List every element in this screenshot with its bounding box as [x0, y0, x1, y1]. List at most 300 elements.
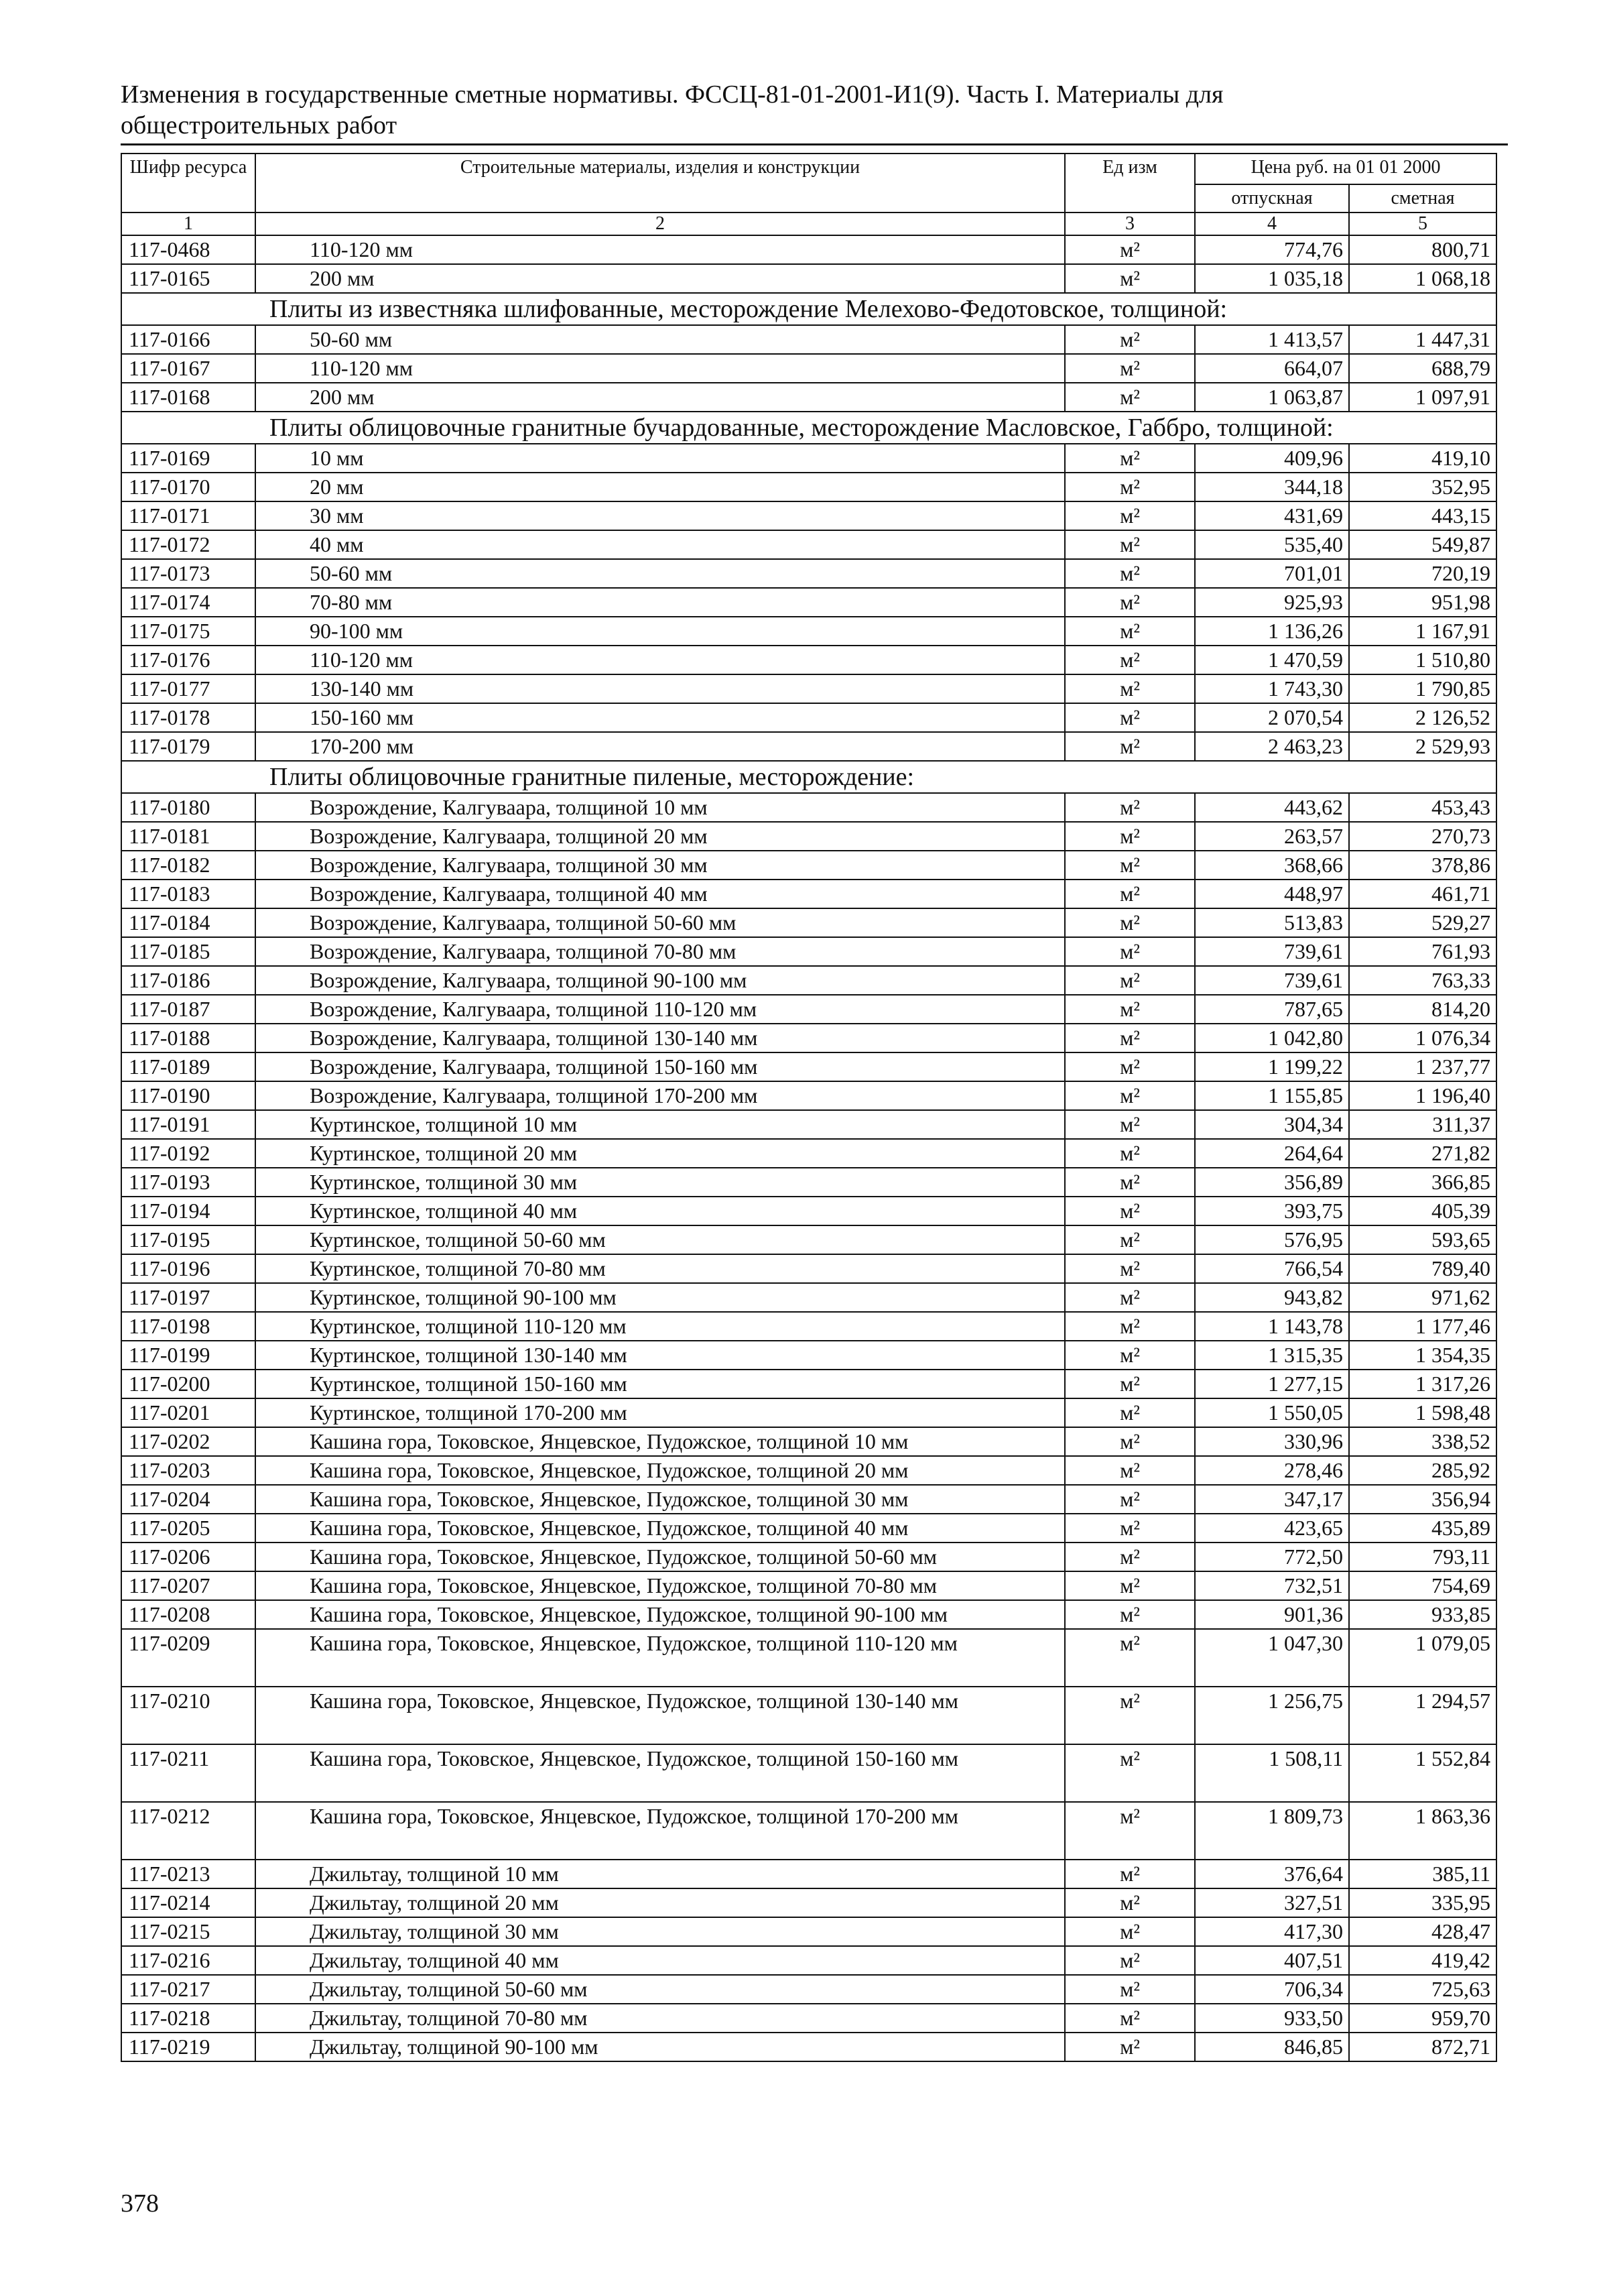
release-price: 846,85 — [1195, 2033, 1349, 2061]
release-price: 787,65 — [1195, 995, 1349, 1024]
estimate-price: 405,39 — [1349, 1197, 1496, 1225]
release-price: 1 136,26 — [1195, 617, 1349, 646]
header-name: Строительные материалы, изделия и конструкции — [255, 154, 1065, 213]
material-name: 130-140 мм — [255, 674, 1065, 703]
release-price: 774,76 — [1195, 235, 1349, 264]
unit-cell: м² — [1065, 1485, 1195, 1514]
material-name: 10 мм — [255, 444, 1065, 473]
material-name: Возрождение, Калгуваара, толщиной 150-160 мм — [255, 1052, 1065, 1081]
release-price: 664,07 — [1195, 354, 1349, 383]
estimate-price: 378,86 — [1349, 851, 1496, 880]
material-name: Куртинское, толщиной 110-120 мм — [255, 1312, 1065, 1341]
material-name: 30 мм — [255, 501, 1065, 530]
unit-cell: м² — [1065, 617, 1195, 646]
estimate-price: 761,93 — [1349, 937, 1496, 966]
resource-code: 117-0185 — [121, 937, 255, 966]
resource-code: 117-0209 — [121, 1629, 255, 1687]
resource-code: 117-0468 — [121, 235, 255, 264]
material-name: 40 мм — [255, 530, 1065, 559]
table-row — [121, 1312, 1496, 1341]
material-name: Кашина гора, Токовское, Янцевское, Пудожское, толщиной 40 мм — [255, 1514, 1065, 1543]
estimate-price: 366,85 — [1349, 1168, 1496, 1197]
column-number: 4 — [1195, 213, 1349, 235]
resource-code: 117-0213 — [121, 1860, 255, 1888]
material-name: Кашина гора, Токовское, Янцевское, Пудожское, толщиной 170-200 мм — [255, 1802, 1065, 1860]
release-price: 2 070,54 — [1195, 703, 1349, 732]
unit-cell: м² — [1065, 1283, 1195, 1312]
resource-code: 117-0219 — [121, 2033, 255, 2061]
table-row — [121, 703, 1496, 732]
release-price: 304,34 — [1195, 1110, 1349, 1139]
table-row — [121, 1283, 1496, 1312]
resource-code: 117-0197 — [121, 1283, 255, 1312]
unit-cell: м² — [1065, 559, 1195, 588]
estimate-price: 1 790,85 — [1349, 674, 1496, 703]
column-number: 3 — [1065, 213, 1195, 235]
table-row — [121, 880, 1496, 908]
table-row — [121, 1485, 1496, 1514]
table-row — [121, 1110, 1496, 1139]
resource-code: 117-0176 — [121, 646, 255, 674]
estimate-price: 335,95 — [1349, 1888, 1496, 1917]
material-name: Кашина гора, Токовское, Янцевское, Пудожское, толщиной 150-160 мм — [255, 1744, 1065, 1802]
material-name: Возрождение, Калгуваара, толщиной 20 мм — [255, 822, 1065, 851]
resource-code: 117-0204 — [121, 1485, 255, 1514]
resource-code: 117-0165 — [121, 264, 255, 293]
release-price: 1 508,11 — [1195, 1744, 1349, 1802]
resource-code: 117-0183 — [121, 880, 255, 908]
estimate-price: 1 447,31 — [1349, 325, 1496, 354]
release-price: 356,89 — [1195, 1168, 1349, 1197]
estimate-price: 688,79 — [1349, 354, 1496, 383]
material-name: Кашина гора, Токовское, Янцевское, Пудожское, толщиной 70-80 мм — [255, 1571, 1065, 1600]
table-row — [121, 588, 1496, 617]
resource-code: 117-0196 — [121, 1254, 255, 1283]
release-price: 264,64 — [1195, 1139, 1349, 1168]
table-row — [121, 2004, 1496, 2033]
material-name: Джильтау, толщиной 20 мм — [255, 1888, 1065, 1917]
resource-code: 117-0195 — [121, 1225, 255, 1254]
unit-cell: м² — [1065, 880, 1195, 908]
estimate-price: 453,43 — [1349, 793, 1496, 822]
material-name: Джильтау, толщиной 40 мм — [255, 1946, 1065, 1975]
material-name: Возрождение, Калгуваара, толщиной 130-140 мм — [255, 1024, 1065, 1052]
unit-cell: м² — [1065, 674, 1195, 703]
unit-cell: м² — [1065, 473, 1195, 501]
resource-code: 117-0191 — [121, 1110, 255, 1139]
table-row — [121, 1341, 1496, 1370]
resource-code: 117-0200 — [121, 1370, 255, 1398]
estimate-price: 1 552,84 — [1349, 1744, 1496, 1802]
material-name: 200 мм — [255, 383, 1065, 412]
release-price: 1 809,73 — [1195, 1802, 1349, 1860]
unit-cell: м² — [1065, 1398, 1195, 1427]
unit-cell: м² — [1065, 1254, 1195, 1283]
release-price: 409,96 — [1195, 444, 1349, 473]
release-price: 739,61 — [1195, 966, 1349, 995]
material-name: Куртинское, толщиной 170-200 мм — [255, 1398, 1065, 1427]
unit-cell: м² — [1065, 1571, 1195, 1600]
unit-cell: м² — [1065, 1225, 1195, 1254]
release-price: 1 413,57 — [1195, 325, 1349, 354]
material-name: Возрождение, Калгуваара, толщиной 10 мм — [255, 793, 1065, 822]
estimate-price: 461,71 — [1349, 880, 1496, 908]
release-price: 448,97 — [1195, 880, 1349, 908]
material-name: Куртинское, толщиной 20 мм — [255, 1139, 1065, 1168]
material-name: 170-200 мм — [255, 732, 1065, 761]
unit-cell: м² — [1065, 1052, 1195, 1081]
estimate-price: 789,40 — [1349, 1254, 1496, 1283]
unit-cell: м² — [1065, 793, 1195, 822]
release-price: 1 042,80 — [1195, 1024, 1349, 1052]
release-price: 417,30 — [1195, 1917, 1349, 1946]
estimate-price: 443,15 — [1349, 501, 1496, 530]
unit-cell: м² — [1065, 235, 1195, 264]
table-row — [121, 1514, 1496, 1543]
table-row — [121, 1081, 1496, 1110]
material-name: 70-80 мм — [255, 588, 1065, 617]
estimate-price: 1 079,05 — [1349, 1629, 1496, 1687]
estimate-price: 793,11 — [1349, 1543, 1496, 1571]
unit-cell: м² — [1065, 1370, 1195, 1398]
material-name: Кашина гора, Токовское, Янцевское, Пудожское, толщиной 130-140 мм — [255, 1687, 1065, 1744]
table-row — [121, 1543, 1496, 1571]
unit-cell: м² — [1065, 908, 1195, 937]
table-row — [121, 1225, 1496, 1254]
table-row — [121, 264, 1496, 293]
resource-code: 117-0186 — [121, 966, 255, 995]
estimate-price: 428,47 — [1349, 1917, 1496, 1946]
unit-cell: м² — [1065, 1427, 1195, 1456]
column-number: 1 — [121, 213, 255, 235]
unit-cell: м² — [1065, 937, 1195, 966]
table-row — [121, 1860, 1496, 1888]
release-price: 2 463,23 — [1195, 732, 1349, 761]
material-name: Джильтау, толщиной 50-60 мм — [255, 1975, 1065, 2004]
release-price: 576,95 — [1195, 1225, 1349, 1254]
resource-code: 117-0168 — [121, 383, 255, 412]
resource-code: 117-0167 — [121, 354, 255, 383]
unit-cell: м² — [1065, 732, 1195, 761]
release-price: 1 199,22 — [1195, 1052, 1349, 1081]
material-name: Возрождение, Калгуваара, толщиной 30 мм — [255, 851, 1065, 880]
resource-code: 117-0189 — [121, 1052, 255, 1081]
release-price: 513,83 — [1195, 908, 1349, 937]
release-price: 1 143,78 — [1195, 1312, 1349, 1341]
release-price: 431,69 — [1195, 501, 1349, 530]
unit-cell: м² — [1065, 1110, 1195, 1139]
estimate-price: 763,33 — [1349, 966, 1496, 995]
table-row — [121, 966, 1496, 995]
estimate-price: 1 177,46 — [1349, 1312, 1496, 1341]
material-name: 50-60 мм — [255, 559, 1065, 588]
material-name: Джильтау, толщиной 90-100 мм — [255, 2033, 1065, 2061]
table-row — [121, 325, 1496, 354]
unit-cell: м² — [1065, 1081, 1195, 1110]
material-name: Возрождение, Калгуваара, толщиной 50-60 мм — [255, 908, 1065, 937]
material-name: Кашина гора, Токовское, Янцевское, Пудожское, толщиной 30 мм — [255, 1485, 1065, 1514]
release-price: 701,01 — [1195, 559, 1349, 588]
material-name: Куртинское, толщиной 70-80 мм — [255, 1254, 1065, 1283]
estimate-price: 338,52 — [1349, 1427, 1496, 1456]
release-price: 344,18 — [1195, 473, 1349, 501]
resource-code: 117-0207 — [121, 1571, 255, 1600]
unit-cell: м² — [1065, 1946, 1195, 1975]
release-price: 772,50 — [1195, 1543, 1349, 1571]
unit-cell: м² — [1065, 1975, 1195, 2004]
material-name: Джильтау, толщиной 30 мм — [255, 1917, 1065, 1946]
release-price: 535,40 — [1195, 530, 1349, 559]
resource-code: 117-0208 — [121, 1600, 255, 1629]
estimate-price: 725,63 — [1349, 1975, 1496, 2004]
release-price: 1 035,18 — [1195, 264, 1349, 293]
unit-cell: м² — [1065, 1024, 1195, 1052]
release-price: 1 047,30 — [1195, 1629, 1349, 1687]
header-price: Цена руб. на 01 01 2000 — [1195, 154, 1496, 184]
resource-code: 117-0217 — [121, 1975, 255, 2004]
resource-code: 117-0203 — [121, 1456, 255, 1485]
release-price: 925,93 — [1195, 588, 1349, 617]
table-row — [121, 1802, 1496, 1860]
table-row — [121, 1917, 1496, 1946]
estimate-price: 593,65 — [1349, 1225, 1496, 1254]
table-row — [121, 1687, 1496, 1744]
release-price: 706,34 — [1195, 1975, 1349, 2004]
release-price: 443,62 — [1195, 793, 1349, 822]
estimate-price: 754,69 — [1349, 1571, 1496, 1600]
estimate-price: 1 167,91 — [1349, 617, 1496, 646]
estimate-price: 1 097,91 — [1349, 383, 1496, 412]
release-price: 1 277,15 — [1195, 1370, 1349, 1398]
release-price: 766,54 — [1195, 1254, 1349, 1283]
release-price: 933,50 — [1195, 2004, 1349, 2033]
estimate-price: 311,37 — [1349, 1110, 1496, 1139]
unit-cell: м² — [1065, 966, 1195, 995]
estimate-price: 814,20 — [1349, 995, 1496, 1024]
header-estimate-price: сметная — [1349, 184, 1496, 213]
resource-code: 117-0210 — [121, 1687, 255, 1744]
header-code: Шифр ресурса — [121, 154, 255, 213]
material-name: Кашина гора, Токовское, Янцевское, Пудожское, толщиной 90-100 мм — [255, 1600, 1065, 1629]
table-row — [121, 851, 1496, 880]
resource-code: 117-0206 — [121, 1543, 255, 1571]
unit-cell: м² — [1065, 1744, 1195, 1802]
estimate-price: 419,42 — [1349, 1946, 1496, 1975]
unit-cell: м² — [1065, 501, 1195, 530]
table-row — [121, 937, 1496, 966]
estimate-price: 951,98 — [1349, 588, 1496, 617]
resource-code: 117-0166 — [121, 325, 255, 354]
unit-cell: м² — [1065, 703, 1195, 732]
material-name: Возрождение, Калгуваара, толщиной 170-200 мм — [255, 1081, 1065, 1110]
title-divider — [121, 143, 1508, 145]
material-name: Возрождение, Калгуваара, толщиной 40 мм — [255, 880, 1065, 908]
estimate-price: 385,11 — [1349, 1860, 1496, 1888]
table-row — [121, 444, 1496, 473]
release-price: 1 315,35 — [1195, 1341, 1349, 1370]
estimate-price: 971,62 — [1349, 1283, 1496, 1312]
unit-cell: м² — [1065, 851, 1195, 880]
table-row — [121, 1744, 1496, 1802]
unit-cell: м² — [1065, 1888, 1195, 1917]
estimate-price: 1 076,34 — [1349, 1024, 1496, 1052]
material-name: 200 мм — [255, 264, 1065, 293]
material-name: Возрождение, Калгуваара, толщиной 110-120 мм — [255, 995, 1065, 1024]
resource-code: 117-0169 — [121, 444, 255, 473]
estimate-price: 872,71 — [1349, 2033, 1496, 2061]
table-row — [121, 1139, 1496, 1168]
material-name: Кашина гора, Токовское, Янцевское, Пудожское, толщиной 20 мм — [255, 1456, 1065, 1485]
release-price: 901,36 — [1195, 1600, 1349, 1629]
group-heading: Плиты облицовочные гранитные пиленые, месторождение: — [121, 761, 1496, 793]
table-row — [121, 1370, 1496, 1398]
table-row — [121, 1456, 1496, 1485]
release-price: 732,51 — [1195, 1571, 1349, 1600]
group-heading: Плиты облицовочные гранитные бучардованные, месторождение Масловское, Габбро, толщиной: — [121, 412, 1496, 444]
resource-code: 117-0181 — [121, 822, 255, 851]
unit-cell: м² — [1065, 1514, 1195, 1543]
estimate-price: 1 294,57 — [1349, 1687, 1496, 1744]
table-row — [121, 1168, 1496, 1197]
release-price: 327,51 — [1195, 1888, 1349, 1917]
unit-cell: м² — [1065, 2033, 1195, 2061]
resource-code: 117-0199 — [121, 1341, 255, 1370]
resource-code: 117-0192 — [121, 1139, 255, 1168]
table-row — [121, 793, 1496, 822]
release-price: 368,66 — [1195, 851, 1349, 880]
release-price: 423,65 — [1195, 1514, 1349, 1543]
resource-code: 117-0216 — [121, 1946, 255, 1975]
table-row — [121, 1946, 1496, 1975]
resource-code: 117-0187 — [121, 995, 255, 1024]
table-row — [121, 646, 1496, 674]
estimate-price: 959,70 — [1349, 2004, 1496, 2033]
unit-cell: м² — [1065, 325, 1195, 354]
material-name: 90-100 мм — [255, 617, 1065, 646]
table-row — [121, 1571, 1496, 1600]
table-row — [121, 822, 1496, 851]
resource-code: 117-0175 — [121, 617, 255, 646]
table-row — [121, 617, 1496, 646]
table-row — [121, 1629, 1496, 1687]
unit-cell: м² — [1065, 1860, 1195, 1888]
estimate-price: 2 126,52 — [1349, 703, 1496, 732]
estimate-price: 271,82 — [1349, 1139, 1496, 1168]
estimate-price: 720,19 — [1349, 559, 1496, 588]
group-heading-row — [121, 761, 1496, 793]
group-heading-row — [121, 293, 1496, 325]
unit-cell: м² — [1065, 646, 1195, 674]
material-name: 20 мм — [255, 473, 1065, 501]
unit-cell: м² — [1065, 530, 1195, 559]
release-price: 943,82 — [1195, 1283, 1349, 1312]
estimate-price: 2 529,93 — [1349, 732, 1496, 761]
material-name: 110-120 мм — [255, 646, 1065, 674]
table-row — [121, 1975, 1496, 2004]
resource-code: 117-0172 — [121, 530, 255, 559]
resource-code: 117-0212 — [121, 1802, 255, 1860]
resource-code: 117-0205 — [121, 1514, 255, 1543]
release-price: 1 063,87 — [1195, 383, 1349, 412]
estimate-price: 529,27 — [1349, 908, 1496, 937]
estimate-price: 1 068,18 — [1349, 264, 1496, 293]
unit-cell: м² — [1065, 1802, 1195, 1860]
resource-code: 117-0177 — [121, 674, 255, 703]
unit-cell: м² — [1065, 1341, 1195, 1370]
header-unit: Ед изм — [1065, 154, 1195, 213]
unit-cell: м² — [1065, 1139, 1195, 1168]
material-name: Кашина гора, Токовское, Янцевское, Пудожское, толщиной 50-60 мм — [255, 1543, 1065, 1571]
resource-code: 117-0179 — [121, 732, 255, 761]
material-name: 110-120 мм — [255, 354, 1065, 383]
table-row — [121, 732, 1496, 761]
release-price: 1 256,75 — [1195, 1687, 1349, 1744]
resource-code: 117-0198 — [121, 1312, 255, 1341]
resource-code: 117-0211 — [121, 1744, 255, 1802]
unit-cell: м² — [1065, 2004, 1195, 2033]
material-name: Куртинское, толщиной 90-100 мм — [255, 1283, 1065, 1312]
unit-cell: м² — [1065, 1312, 1195, 1341]
unit-cell: м² — [1065, 1629, 1195, 1687]
table-row — [121, 1254, 1496, 1283]
release-price: 263,57 — [1195, 822, 1349, 851]
estimate-price: 1 237,77 — [1349, 1052, 1496, 1081]
table-row — [121, 235, 1496, 264]
resource-code: 117-0171 — [121, 501, 255, 530]
unit-cell: м² — [1065, 444, 1195, 473]
resource-code: 117-0215 — [121, 1917, 255, 1946]
resource-code: 117-0180 — [121, 793, 255, 822]
table-row — [121, 1024, 1496, 1052]
resource-code: 117-0194 — [121, 1197, 255, 1225]
release-price: 347,17 — [1195, 1485, 1349, 1514]
unit-cell: м² — [1065, 354, 1195, 383]
page-title: Изменения в государственные сметные нормативы. ФССЦ-81-01-2001-И1(9). Часть I. Материалы для общестроительных работ — [121, 80, 1224, 139]
estimate-price: 933,85 — [1349, 1600, 1496, 1629]
material-name: Куртинское, толщиной 30 мм — [255, 1168, 1065, 1197]
table-row — [121, 1197, 1496, 1225]
table-row — [121, 501, 1496, 530]
unit-cell: м² — [1065, 383, 1195, 412]
release-price: 1 550,05 — [1195, 1398, 1349, 1427]
table-row — [121, 1427, 1496, 1456]
release-price: 393,75 — [1195, 1197, 1349, 1225]
table-row — [121, 1052, 1496, 1081]
table-row — [121, 1600, 1496, 1629]
material-name: Возрождение, Калгуваара, толщиной 70-80 мм — [255, 937, 1065, 966]
release-price: 376,64 — [1195, 1860, 1349, 1888]
release-price: 278,46 — [1195, 1456, 1349, 1485]
table-row — [121, 2033, 1496, 2061]
estimate-price: 285,92 — [1349, 1456, 1496, 1485]
unit-cell: м² — [1065, 995, 1195, 1024]
release-price: 407,51 — [1195, 1946, 1349, 1975]
unit-cell: м² — [1065, 1456, 1195, 1485]
release-price: 1 155,85 — [1195, 1081, 1349, 1110]
group-heading: Плиты из известняка шлифованные, месторождение Мелехово-Федотовское, толщиной: — [121, 293, 1496, 325]
estimate-price: 1 598,48 — [1349, 1398, 1496, 1427]
resource-code: 117-0182 — [121, 851, 255, 880]
resource-code: 117-0174 — [121, 588, 255, 617]
material-name: 150-160 мм — [255, 703, 1065, 732]
release-price: 739,61 — [1195, 937, 1349, 966]
price-table — [121, 153, 1497, 2062]
release-price: 1 470,59 — [1195, 646, 1349, 674]
material-name: Джильтау, толщиной 70-80 мм — [255, 2004, 1065, 2033]
material-name: Куртинское, толщиной 150-160 мм — [255, 1370, 1065, 1398]
unit-cell: м² — [1065, 822, 1195, 851]
header-release-price: отпускная — [1195, 184, 1349, 213]
